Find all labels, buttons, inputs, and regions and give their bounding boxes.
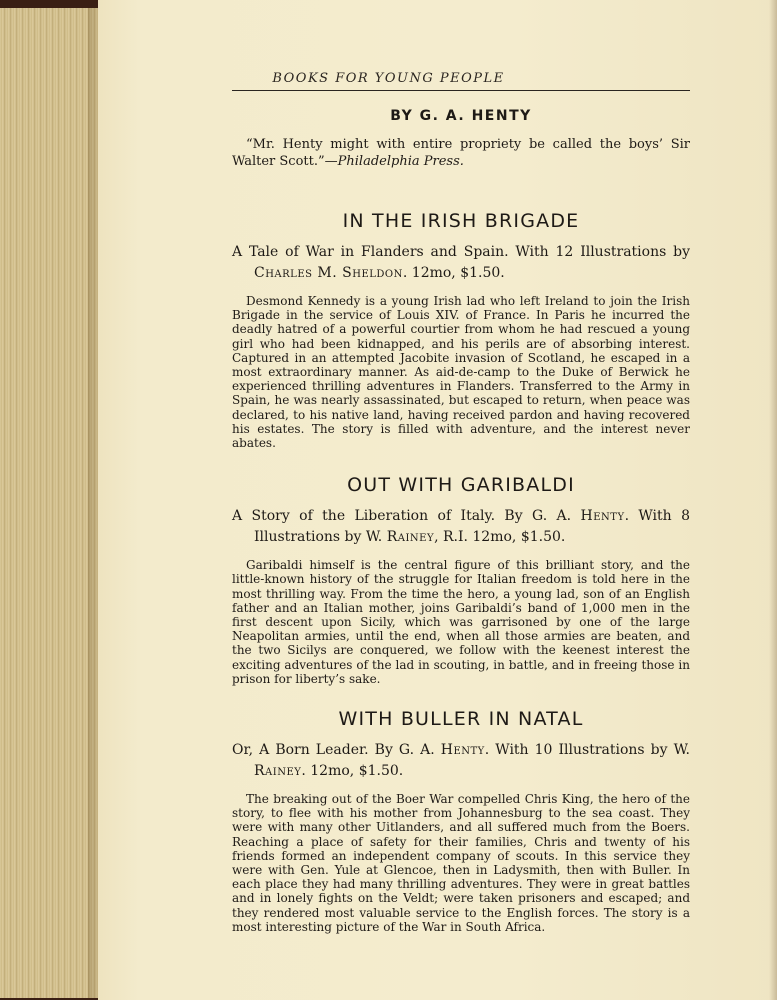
subtitle-price: . 12mo, $1.50. (301, 763, 404, 780)
illustrator-name: Rainey (386, 529, 435, 546)
author-name: Henty (440, 742, 485, 759)
subtitle-text: A Story of the Liberation of Italy. By G. A. (232, 508, 581, 525)
book-subtitle-irish-brigade (232, 242, 690, 284)
page-content (232, 100, 690, 934)
subtitle-text: . With 10 Illustrations by W. (484, 742, 690, 759)
epigraph-text: “Mr. Henty might with entire propriety be called the boys’ Sir Walter Scott.”— (232, 137, 690, 169)
header-rule (232, 90, 690, 91)
epigraph (232, 136, 690, 170)
subtitle-price: , R.I. 12mo, $1.50. (434, 529, 566, 546)
subtitle-text: Or, A Born Leader. By G. A. (232, 742, 441, 759)
author-name: Henty (580, 508, 625, 525)
illustrator-name: Charles M. Sheldon (254, 265, 403, 281)
running-head: BOOKS FOR YOUNG PEOPLE (272, 71, 505, 86)
book-page-edges (0, 8, 100, 998)
book-title-buller-natal: WITH BULLER IN NATAL (338, 708, 584, 731)
illustrator-name: Rainey (254, 763, 302, 780)
author-heading: BY G. A. HENTY (390, 108, 532, 124)
subtitle-price: . 12mo, $1.50. (402, 265, 505, 281)
book-description-garibaldi: Garibaldi himself is the central figure of this brilliant story, and the little-known history of the struggle for Italian freedom is told here in the most thrilling way. From the time the hero, a young lad, son of an English father and an Italian mother, joins Garibaldi’s band of 1,000 men in the first descent upon Sicily, which was garrisoned by one of the large Neapolitan armies, until the end, when all those armies are beaten, and the two Sicilys are conquered, we follow with the keenest interest the exciting adventures of the lad in scouting, in battle, and in freeing those in prison for liberty’s sake. (232, 558, 690, 686)
book-title-irish-brigade: IN THE IRISH BRIGADE (342, 210, 580, 232)
book-subtitle-buller-natal (232, 740, 690, 782)
book-title-garibaldi: OUT WITH GARIBALDI (347, 474, 575, 497)
book-subtitle-garibaldi (232, 506, 690, 548)
book-description-buller-natal: The breaking out of the Boer War compelled Chris King, the hero of the story, to flee with his mother from Johannesburg to the sea coast. They were with many other Uitlanders, and all suffered much from the Boers. Reaching a place of safety for their families, Chris and twenty of his friends formed an independent company of scouts. In this service they were with Gen. Yule at Glencoe, then in Ladysmith, then with Buller. In each place they had many thrilling adventures. They were in great battles and in lonely fights on the Veldt; were taken prisoners and escaped; and they rendered most valuable service to the English forces. The story is a most interesting picture of the War in South Africa. (232, 792, 690, 934)
epigraph-source: Philadelphia Press. (337, 154, 464, 169)
book-description-irish-brigade: Desmond Kennedy is a young Irish lad who left Ireland to join the Irish Brigade in the service of Louis XIV. of France. In Paris he incurred the deadly hatred of a powerful courtier from whom he had rescued a young girl who had been kidnapped, and his perils are of absorbing interest. Captured in an attempted Jacobite invasion of Scotland, he escaped in a most extraordinary manner. As aid-de-camp to the Duke of Berwick he experienced thrilling adventures in Flanders. Transferred to the Army in Spain, he was nearly assassinated, but escaped to return, when peace was declared, to his native land, having received pardon and having recovered his estates. The story is filled with adventure, and the interest never abates. (232, 294, 690, 451)
subtitle-text: A Tale of War in Flanders and Spain. With 12 Illustrations by (232, 244, 690, 260)
page-edge-shade (769, 0, 777, 1000)
subtitle-text: . With 8 Illustrations by W. (254, 508, 690, 546)
